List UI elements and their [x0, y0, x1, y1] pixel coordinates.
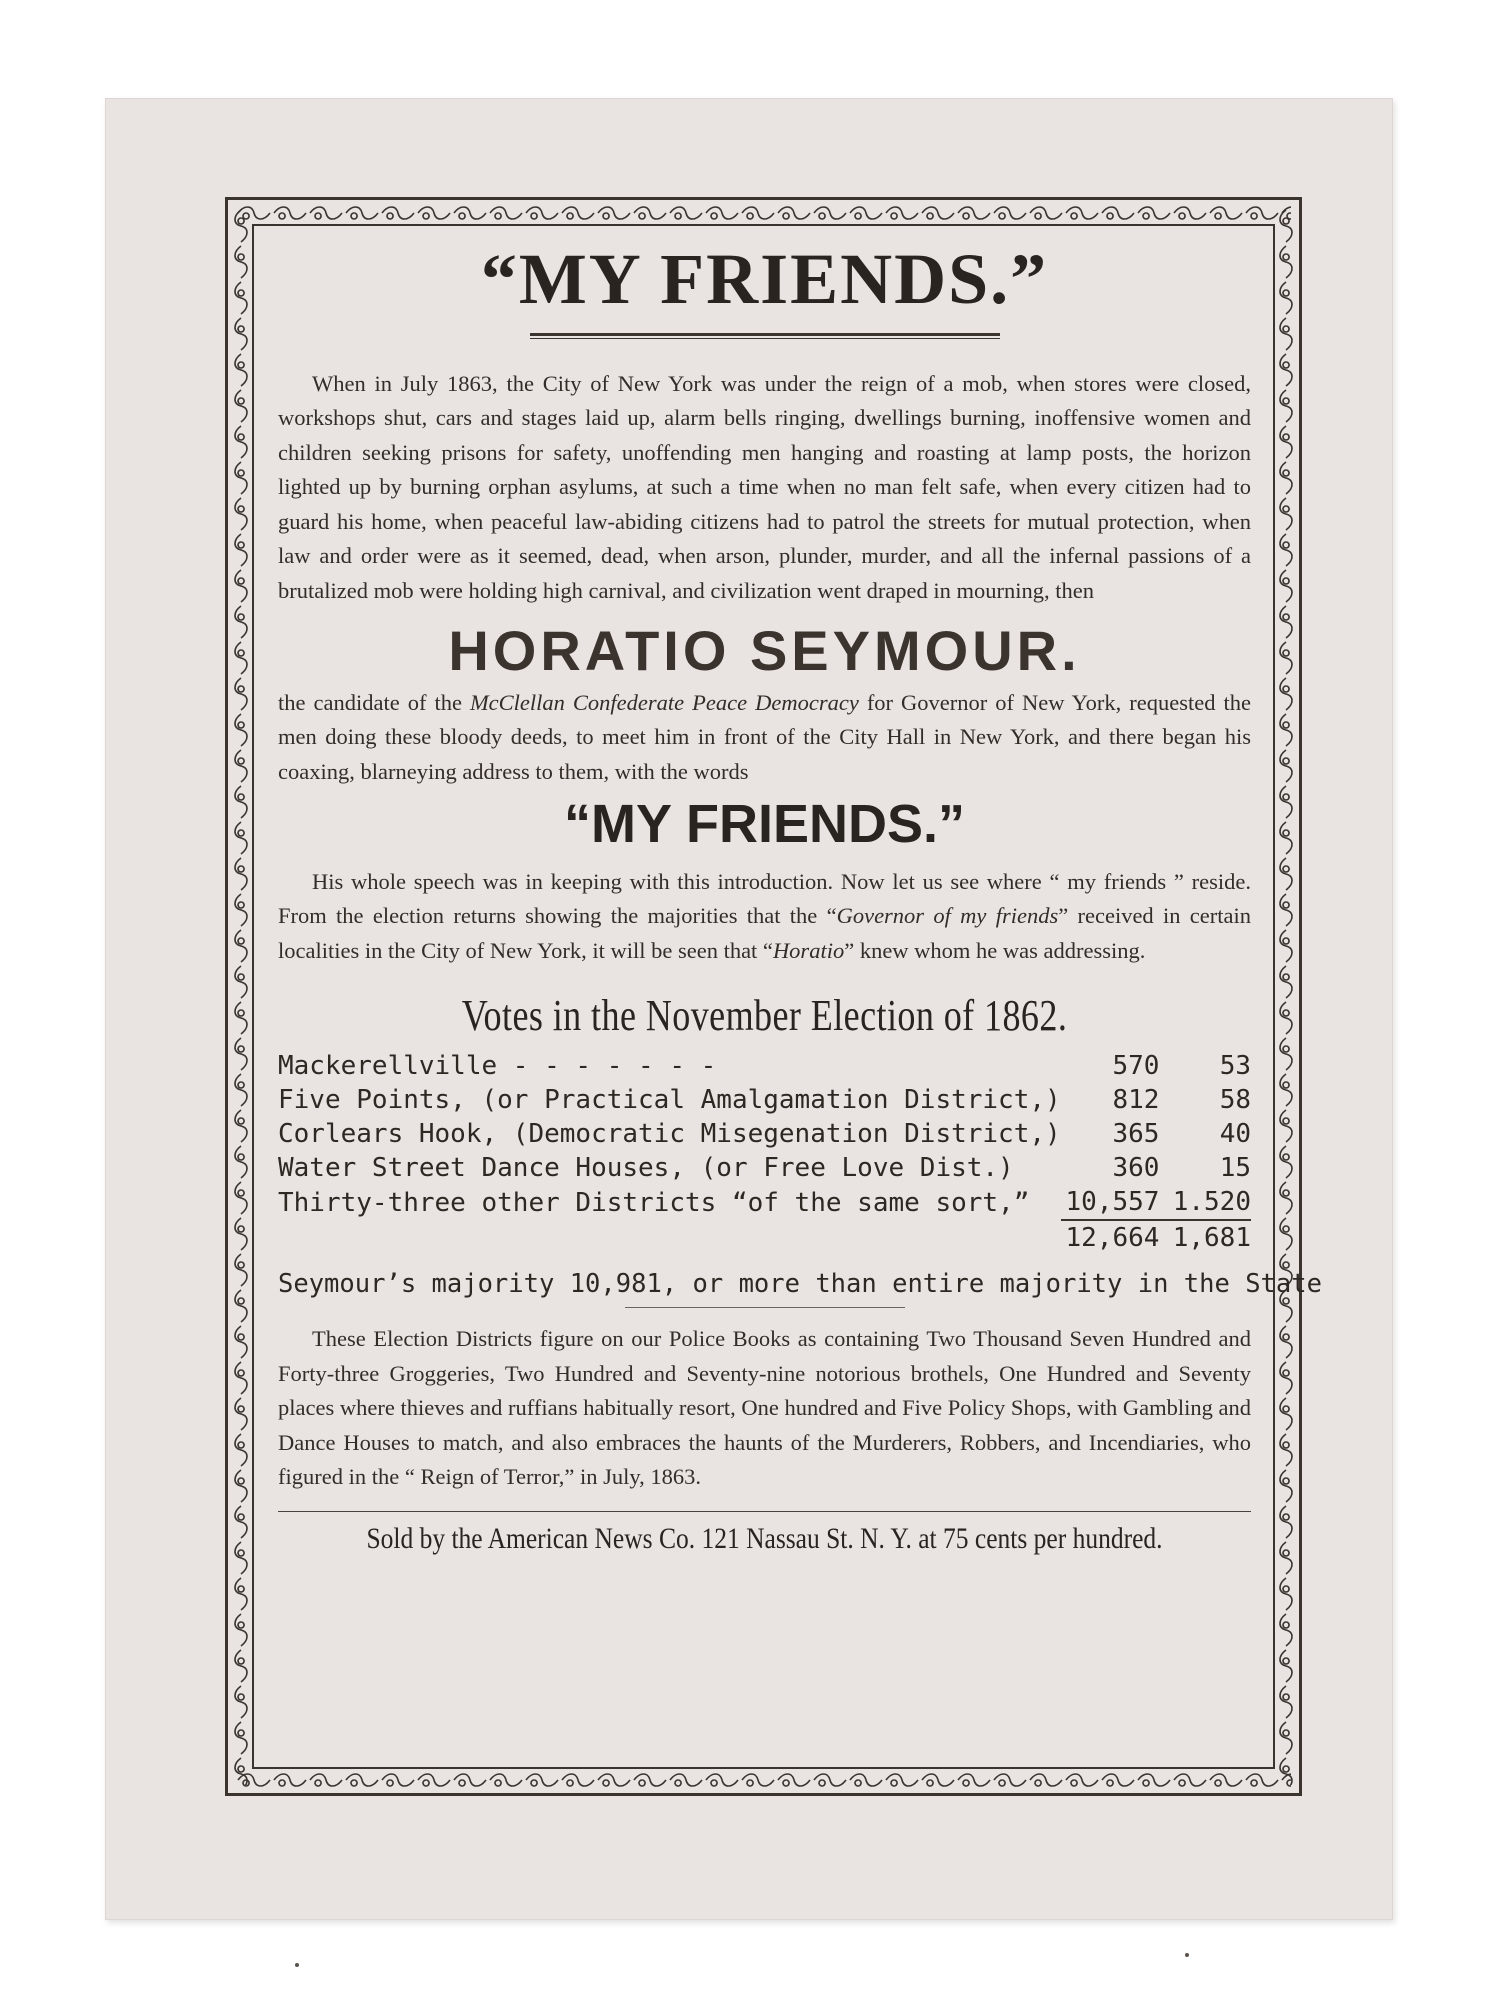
vote-cell: 15 — [1219, 1153, 1251, 1184]
votes-heading: Votes in the November Election of 1862. — [461, 991, 1068, 1041]
vote-cell: 812 — [1112, 1085, 1160, 1116]
separator-rule — [625, 1307, 905, 1308]
location-cell: Mackerellville - - - - - - - — [278, 1051, 717, 1082]
vote-cell: 58 — [1219, 1085, 1251, 1116]
location-cell: Five Points, (or Practical Amalgamation District,) — [278, 1085, 1061, 1116]
table-row — [278, 1151, 1251, 1185]
broadside-sheet — [105, 98, 1393, 1920]
location-cell: Thirty-three other Districts “of the same sort,” — [278, 1187, 1030, 1218]
ornamental-border — [225, 197, 1322, 1796]
broadside-content — [278, 238, 1322, 1556]
location-cell: Corlears Hook, (Democratic Misegenation District,) — [278, 1119, 1061, 1150]
vote-cell: 570 — [1112, 1051, 1160, 1082]
border-ornament-left — [231, 208, 251, 1785]
vote-cell: 1.520 — [1172, 1187, 1251, 1218]
table-row — [278, 1185, 1251, 1220]
main-title: “MY FRIENDS.” — [480, 239, 1049, 319]
border-ornament-right — [1276, 208, 1296, 1785]
votes-table — [278, 1049, 1251, 1255]
table-row — [278, 1117, 1251, 1151]
totals-row — [278, 1220, 1251, 1255]
border-ornament-bottom — [236, 1770, 1291, 1790]
vote-cell: 365 — [1112, 1119, 1160, 1150]
publisher-footer: Sold by the American News Co. 121 Nassau St. N. Y. at 75 cents per hundred. — [366, 1521, 1163, 1555]
total-cell: 12,664 — [1061, 1220, 1160, 1255]
paper-speck — [1185, 1953, 1189, 1957]
majority-line: Seymour’s majority 10,981, or more than entire majority in the State — [278, 1269, 1322, 1300]
vote-cell: 53 — [1219, 1051, 1251, 1082]
total-cell: 1,681 — [1159, 1220, 1251, 1255]
subtitle-heading: “MY FRIENDS.” — [563, 794, 966, 855]
footer-rule — [278, 1511, 1251, 1512]
closing-paragraph: These Election Districts figure on our Police Books as containing Two Thousand Seven Hundred and Forty-three Groggeries, Two Hundred and Seventy-nine notorious brothels, One Hundred and Seventy places where thieves and ruffians habitually resort, One hundred and Five Policy Shops, with Gambling and Dance Houses to match, and also embraces the haunts of the Murderers, Robbers, and Incendiaries, who figured in the “ Reign of Terror,” in July, 1863. — [278, 1326, 1251, 1490]
vote-cell: 360 — [1112, 1153, 1160, 1184]
vote-cell: 40 — [1219, 1119, 1251, 1150]
title-rule — [530, 333, 1000, 339]
name-heading: HORATIO SEYMOUR. — [448, 619, 1081, 683]
speech-paragraph: His whole speech was in keeping with this introduction. Now let us see where “ my friends ” reside. From the election returns showing the majorities that the “Governor of my friends” received in certain localities in the City of New York, it will be seen that “Horatio” knew whom he was addressing. — [278, 868, 1251, 963]
table-row — [278, 1083, 1251, 1117]
table-row — [278, 1049, 1251, 1083]
candidate-paragraph: the candidate of the McClellan Confederate Peace Democracy for Governor of New York, requested the men doing these bloody deeds, to meet him in front of the City Hall in New York, and there began his coaxing, blarneying address to them, with the words — [278, 689, 1251, 784]
location-cell: Water Street Dance Houses, (or Free Love Dist.) — [278, 1153, 1014, 1184]
paper-speck — [295, 1963, 299, 1967]
vote-cell: 10,557 — [1065, 1187, 1160, 1218]
border-ornament-top — [236, 203, 1291, 223]
intro-paragraph: When in July 1863, the City of New York was under the reign of a mob, when stores were closed, workshops shut, cars and stages laid up, alarm bells ringing, dwellings burning, inoffensive women and children seeking prisons for safety, unoffending men hanging and roasting at lamp posts, the horizon lighted up by burning orphan asylums, at such a time when no man felt safe, when every citizen had to guard his home, when peaceful law-abiding citizens had to patrol the streets for mutual protection, when law and order were as it seemed, dead, when arson, plunder, murder, and all the infernal passions of a brutalized mob were holding high carnival, and civilization went draped in mourning, then — [278, 370, 1251, 603]
